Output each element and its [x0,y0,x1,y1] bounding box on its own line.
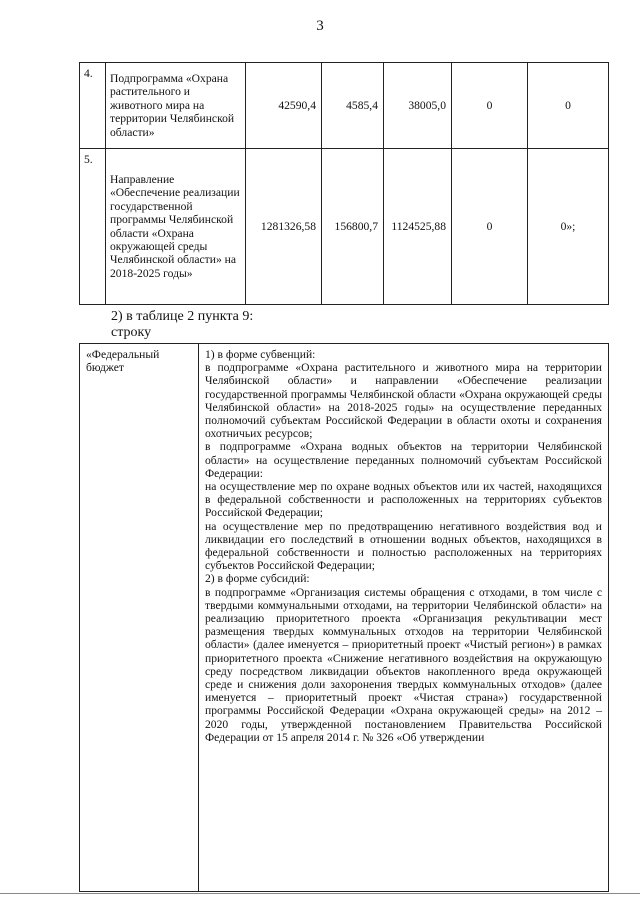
budget-source-label: «Федеральный бюджет [80,344,199,892]
section-heading: 2) в таблице 2 пункта 9: [111,309,254,324]
cell-other: 0 [528,63,609,149]
table-row [80,344,609,892]
table-row [80,63,609,149]
paragraph: на осуществление мер по предотвращению негативного воздействия вод и ликвидации его последствий в отношении водных объектов, находящихся в федеральной собственности и полностью расположенных на территориях субъектов Российской Федерации; [205,519,602,573]
paragraph: в подпрограмме «Охрана водных объектов на территории Челябинской области» на осуществление переданных полномочий субъектам Российской Федерации: [205,440,602,480]
budget-description [199,344,609,892]
page-bottom-edge [0,893,640,894]
cell-local: 0 [452,63,528,149]
table-row [80,149,609,305]
cell-local: 0 [452,149,528,305]
cell-federal: 4585,4 [322,63,384,149]
cell-regional: 38005,0 [384,63,452,149]
paragraph: на осуществление мер по охране водных объектов или их частей, находящихся в федеральной собственности и расположенных на территориях субъектов Российской Федерации; [205,480,602,520]
section-subheading: строку [111,325,152,340]
cell-federal: 156800,7 [322,149,384,305]
row-name: Подпрограмма «Охрана растительного и животного мира на территории Челябинской области» [106,63,246,149]
cell-total: 42590,4 [246,63,322,149]
paragraph: в подпрограмме «Охрана растительного и животного мира на территории Челябинской области» и направлении «Обеспечение реализации государственной программы Челябинской области «Охрана окружающей среды Челябинской области» на 2018-2025 годы» на осуществление переданных полномочий субъектам Российской Федерации в области охоты и сохранения охотничьих ресурсов; [205,361,602,441]
paragraph: 1) в форме субвенций: [205,348,316,361]
page-number: 3 [316,18,324,34]
cell-total: 1281326,58 [246,149,322,305]
row-name: Направление «Обеспечение реализации государственной программы Челябинской области «Охрана окружающей среды Челябинской области» на 2018-2025 годы» [106,149,246,305]
budget-table [79,343,609,892]
row-number: 5. [80,149,106,305]
cell-regional: 1124525,88 [384,149,452,305]
cell-other: 0»; [528,149,609,305]
paragraph: 2) в форме субсидий: [205,572,310,586]
funding-table [79,62,609,305]
paragraph: в подпрограмме «Организация системы обращения с отходами, в том числе с твердыми коммунальными отходами, на территории Челябинской области» на реализацию приоритетного проекта «Организация рекультивации мест размещения твердых коммунальных отходов на территории Челябинской области» (далее именуется – приоритетный проект «Чистый регион») в рамках приоритетного проекта «Снижение негативного воздействия на окружающую среду посредством ликвидации объектов накопленного вреда окружающей среде и снижения доли захоронения твердых коммунальных отходов» (далее именуется – приоритетный проект «Чистая страна») государственной программы Российской Федерации «Охрана окружающей среды» на 2012 – 2020 годы, утвержденной постановлением Правительства Российской Федерации от 15 апреля 2014 г. № 326 «Об утверждении [205,585,602,744]
row-number: 4. [80,63,106,149]
